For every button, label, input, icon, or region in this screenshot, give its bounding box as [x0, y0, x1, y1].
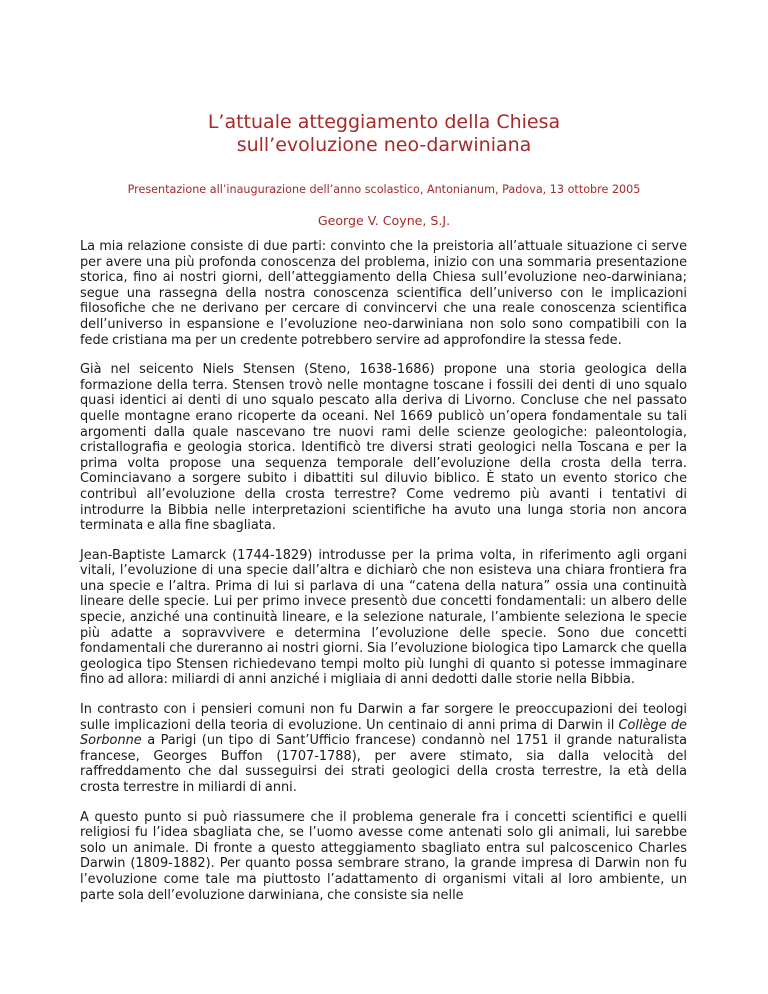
- paragraph-4-text-a: In contrasto con i pensieri comuni non fu Darwin a far sorgere le preoccupazioni dei teologi sulle implicazioni della teoria di evoluzione. Un centinaio di anni prima di Darwin il: [80, 702, 687, 733]
- paragraph-1: La mia relazione consiste di due parti: convinto che la preistoria all’attuale situazione ci serve per avere una più profonda conoscenza del problema, inizio con una sommaria presentazione storica, fino ai nostri giorni, dell’atteggiamento della Chiesa sull’evoluzione neo-darwiniana; segue una rassegna della nostra conoscenza scientifica dell’universo con le implicazioni filosofiche che ne derivano per cercare di convincervi che una reale conoscenza scientifica dell’universo in espansione e l’evoluzione neo-darwiniana non solo sono compatibili con la fede cristiana ma per un credente potrebbero servire ad approfondire la stessa fede.: [80, 239, 687, 348]
- paragraph-4-italic: Collège de Sorbonne: [80, 717, 687, 749]
- paragraph-5: A questo punto si può riassumere che il problema generale fra i concetti scientifici e quelli religiosi fu l’idea sbagliata che, se l’uomo avesse come antenati solo gli animali, lui sarebbe solo un animale. Di fronte a questo atteggiamento sbagliato entra sul palcoscenico Charles Darwin (1809-1882). Per quanto possa sembrare strano, la grande impresa di Darwin non fu l’evoluzione come tale ma piuttosto l’adattamento di organismi vitali al loro ambiente, un parte sola dell’evoluzione darwiniana, che consiste sia nelle: [80, 809, 687, 903]
- document-subtitle: Presentazione all’inaugurazione dell’anno scolastico, Antonianum, Padova, 13 ottobre 2005: [127, 183, 641, 196]
- paragraph-2: Già nel seicento Niels Stensen (Steno, 1638-1686) propone una storia geologica della formazione della terra. Stensen trovò nelle montagne toscane i fossili dei denti di uno squalo quasi identici ai denti di uno squalo pescato alla deriva di Livorno. Concluse che nel passato quelle montagne erano ricoperte da oceani. Nel 1669 publicò un’opera fondamentale su tali argomenti dalla quale nascevano tre nuovi rami delle scienze geologiche: paleontologia, cristallografia e geologia storica. Identificò tre diversi strati geologici nella Toscana e per la prima volta propose una sequenza temporale dell’evoluzione della crosta della terra. Cominciavano a sorgere subito i dibattiti sul diluvio biblico. È stato un evento storico che contribuì all’evoluzione della crosta terrestre? Come vedremo più avanti i tentativi di introdurre la Bibbia nelle interpretazioni scientifiche ha avuto una lunga storia non ancora terminata e alla fine sbagliata.: [80, 362, 687, 534]
- document-author: George V. Coyne, S.J.: [317, 213, 451, 228]
- paragraph-3: Jean-Baptiste Lamarck (1744-1829) introdusse per la prima volta, in riferimento agli organi vitali, l’evoluzione di una specie dall’altra e dichiarò che non esisteva una chiara frontiera fra una specie e l’altra. Prima di lui si parlava di una “catena della natura” ossia una continuità lineare delle specie. Lui per primo invece presentò due concetti fondamentali: un albero delle specie, anziché una continuità lineare, e la selezione naturale, l’ambiente seleziona le specie più adatte a sopravvivere e determina l’evoluzione delle specie. Sono due concetti fondamentali che dureranno ai nostri giorni. Sia l’evoluzione biologica tipo Lamarck che quella geologica tipo Stensen richiedevano tempi molto più lunghi di quanto si potesse immaginare fino ad allora: miliardi di anni anziché i migliaia di anni dedotti dalle storie nella Bibbia.: [80, 547, 687, 688]
- paragraph-4-text-b: a Parigi (un tipo di Sant’Ufficio francese) condannò nel 1751 il grande naturalista francese, Georges Buffon (1707-1788), per avere stimato, sia dalla velocità del raffreddamento che dal susseguirsi dei strati geologici della crosta terrestre, la età della crosta terrestre in miliardi di anni.: [80, 733, 687, 795]
- document-body: [80, 239, 687, 917]
- paragraph-4: [80, 702, 687, 796]
- document-title: [0, 111, 768, 157]
- title-line-2: sull’evoluzione neo-darwiniana: [236, 134, 532, 156]
- title-line-1: L’attuale atteggiamento della Chiesa: [207, 111, 561, 133]
